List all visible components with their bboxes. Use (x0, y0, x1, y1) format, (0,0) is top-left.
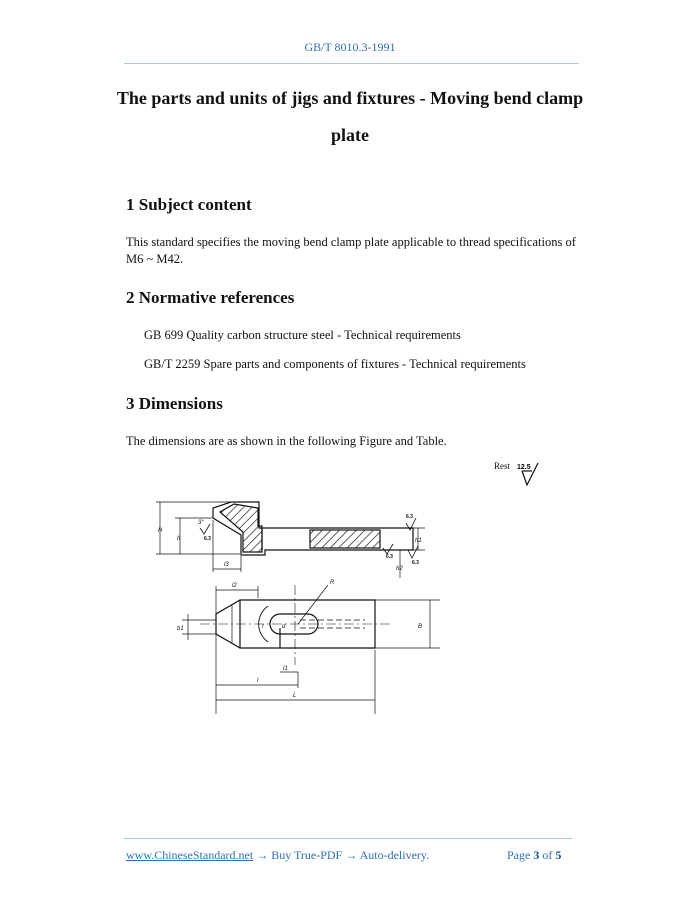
section-heading-dimensions: 3 Dimensions (126, 394, 223, 413)
label-b1: b1 (177, 626, 184, 632)
of-word: of (542, 848, 553, 862)
roughness-symbol-icon (514, 460, 544, 488)
label-B: B (418, 624, 423, 630)
clamp-plate-drawing (150, 490, 450, 716)
label-L: L (293, 693, 297, 699)
roughness-value-3: 6.3 (412, 560, 419, 566)
label-d: d (282, 624, 286, 630)
label-h2: h2 (396, 566, 403, 572)
reference-item-gbt2259: GB/T 2259 Spare parts and components of fixtures - Technical requirements (144, 357, 526, 371)
arrow-icon: → (345, 848, 358, 862)
arrow-icon: → (256, 848, 269, 862)
page-indicator (507, 848, 561, 863)
label-h1: h1 (415, 538, 422, 544)
page-word: Page (507, 848, 531, 862)
label-r: r (262, 624, 264, 630)
rest-label: Rest (494, 461, 511, 471)
page-total: 5 (555, 848, 562, 862)
buy-true-pdf-link[interactable]: Buy True-PDF (271, 848, 343, 862)
roughness-value-1: 6.3 (406, 514, 413, 520)
label-H: H (158, 528, 163, 534)
auto-delivery-text: Auto-delivery. (359, 848, 430, 862)
section-text-dimensions: The dimensions are as shown in the following Figure and Table. (126, 434, 447, 448)
footer-links (126, 848, 429, 863)
reference-item-gb699: GB 699 Quality carbon structure steel - Technical requirements (144, 328, 461, 342)
label-angle: 3° (198, 520, 204, 526)
roughness-value-2: 6.3 (386, 554, 393, 560)
label-l: l (257, 678, 259, 684)
site-link[interactable]: www.ChineseStandard.net (126, 848, 254, 862)
label-R: R (330, 580, 335, 586)
page-current: 3 (533, 848, 540, 862)
label-l3: l3 (224, 562, 229, 568)
footer-rule (124, 838, 572, 839)
label-l1: l1 (283, 666, 288, 672)
page-title: The parts and units of jigs and fixtures - Moving bend clamp plate (116, 88, 584, 145)
header-rule (124, 63, 579, 64)
section-heading-references: 2 Normative references (126, 288, 295, 307)
label-l2: l2 (232, 583, 237, 589)
roughness-value-4: 6.3 (204, 536, 211, 542)
rest-roughness-value: 12.5 (517, 464, 531, 471)
header-standard-code: GB/T 8010.3-1991 (304, 40, 396, 54)
section-heading-subject: 1 Subject content (126, 195, 252, 214)
label-h: h (177, 536, 181, 542)
section-text-subject: This standard specifies the moving bend clamp plate applicable to thread specifications of M6 ~ M42. (126, 235, 576, 266)
